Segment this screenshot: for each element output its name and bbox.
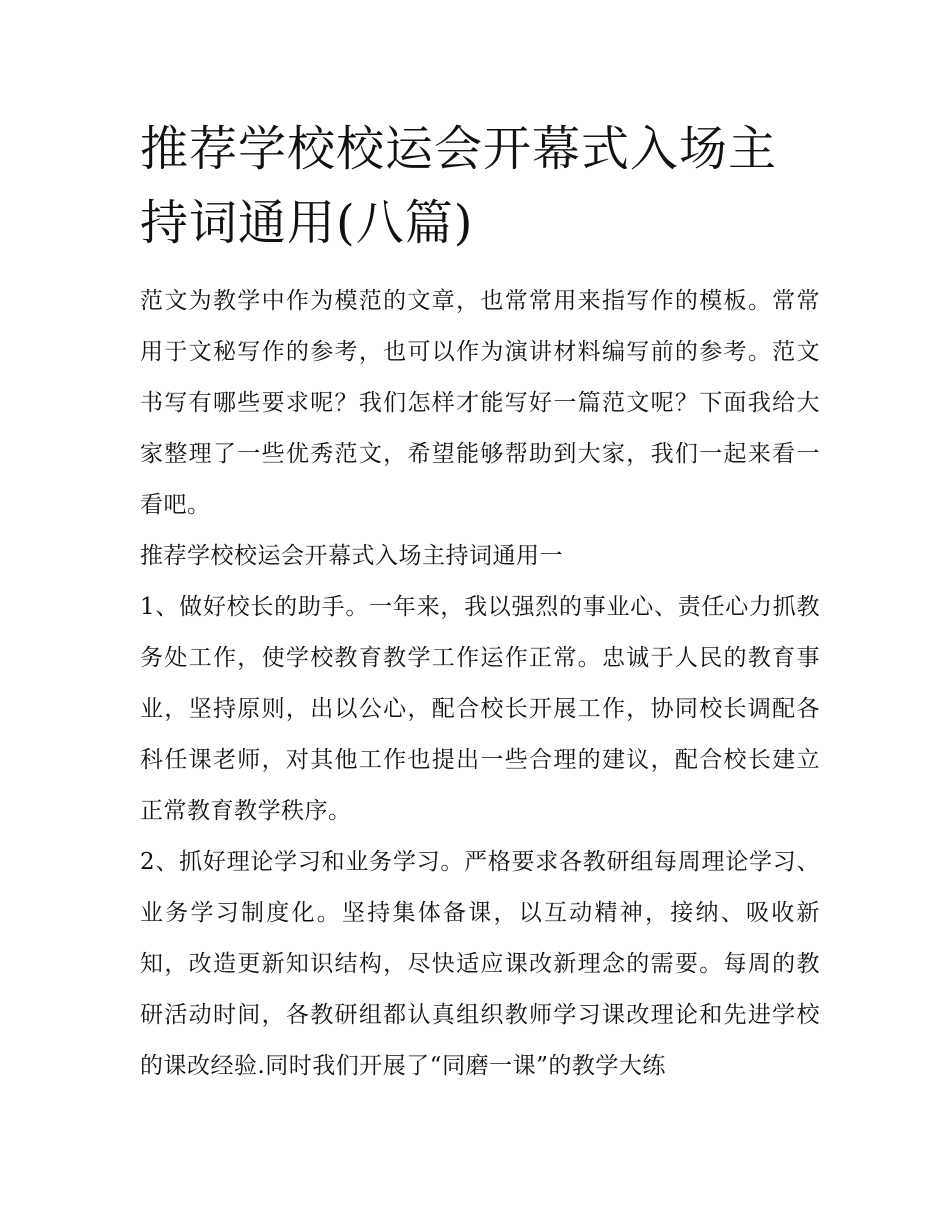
section-heading: 推荐学校校运会开幕式入场主持词通用一 [140, 543, 563, 569]
document-title: 推荐学校校运会开幕式入场主持词通用(八篇) [140, 121, 778, 251]
item-paragraph-1: 1、做好校长的助手。一年来，我以强烈的事业心、责任心力抓教务处工作，使学校教育教学工作运作正常。忠诚于人民的教育事业，坚持原则，出以公心，配合校长开展工作，协同校长调配各科任课老师，对其他工作也提出一些合理的建议，配合校长建立正常教育教学秩序。 [140, 594, 820, 824]
item-paragraph-2: 2、抓好理论学习和业务学习。严格要求各教研组每周理论学习、业务学习制度化。坚持集体备课，以互动精神，接纳、吸收新知，改造更新知识结构，尽快适应课改新理念的需要。每周的教研活动时间，各教研组都认真组织教师学习课改理论和先进学校的课改经验.同时我们开展了“同磨一课”的教学大练 [140, 849, 820, 1079]
intro-paragraph: 范文为教学中作为模范的文章，也常常用来指写作的模板。常常用于文秘写作的参考，也可以作为演讲材料编写前的参考。范文书写有哪些要求呢？我们怎样才能写好一篇范文呢？下面我给大家整理了一些优秀范文，希望能够帮助到大家，我们一起来看一看吧。 [140, 288, 820, 518]
document-body [140, 276, 820, 1092]
